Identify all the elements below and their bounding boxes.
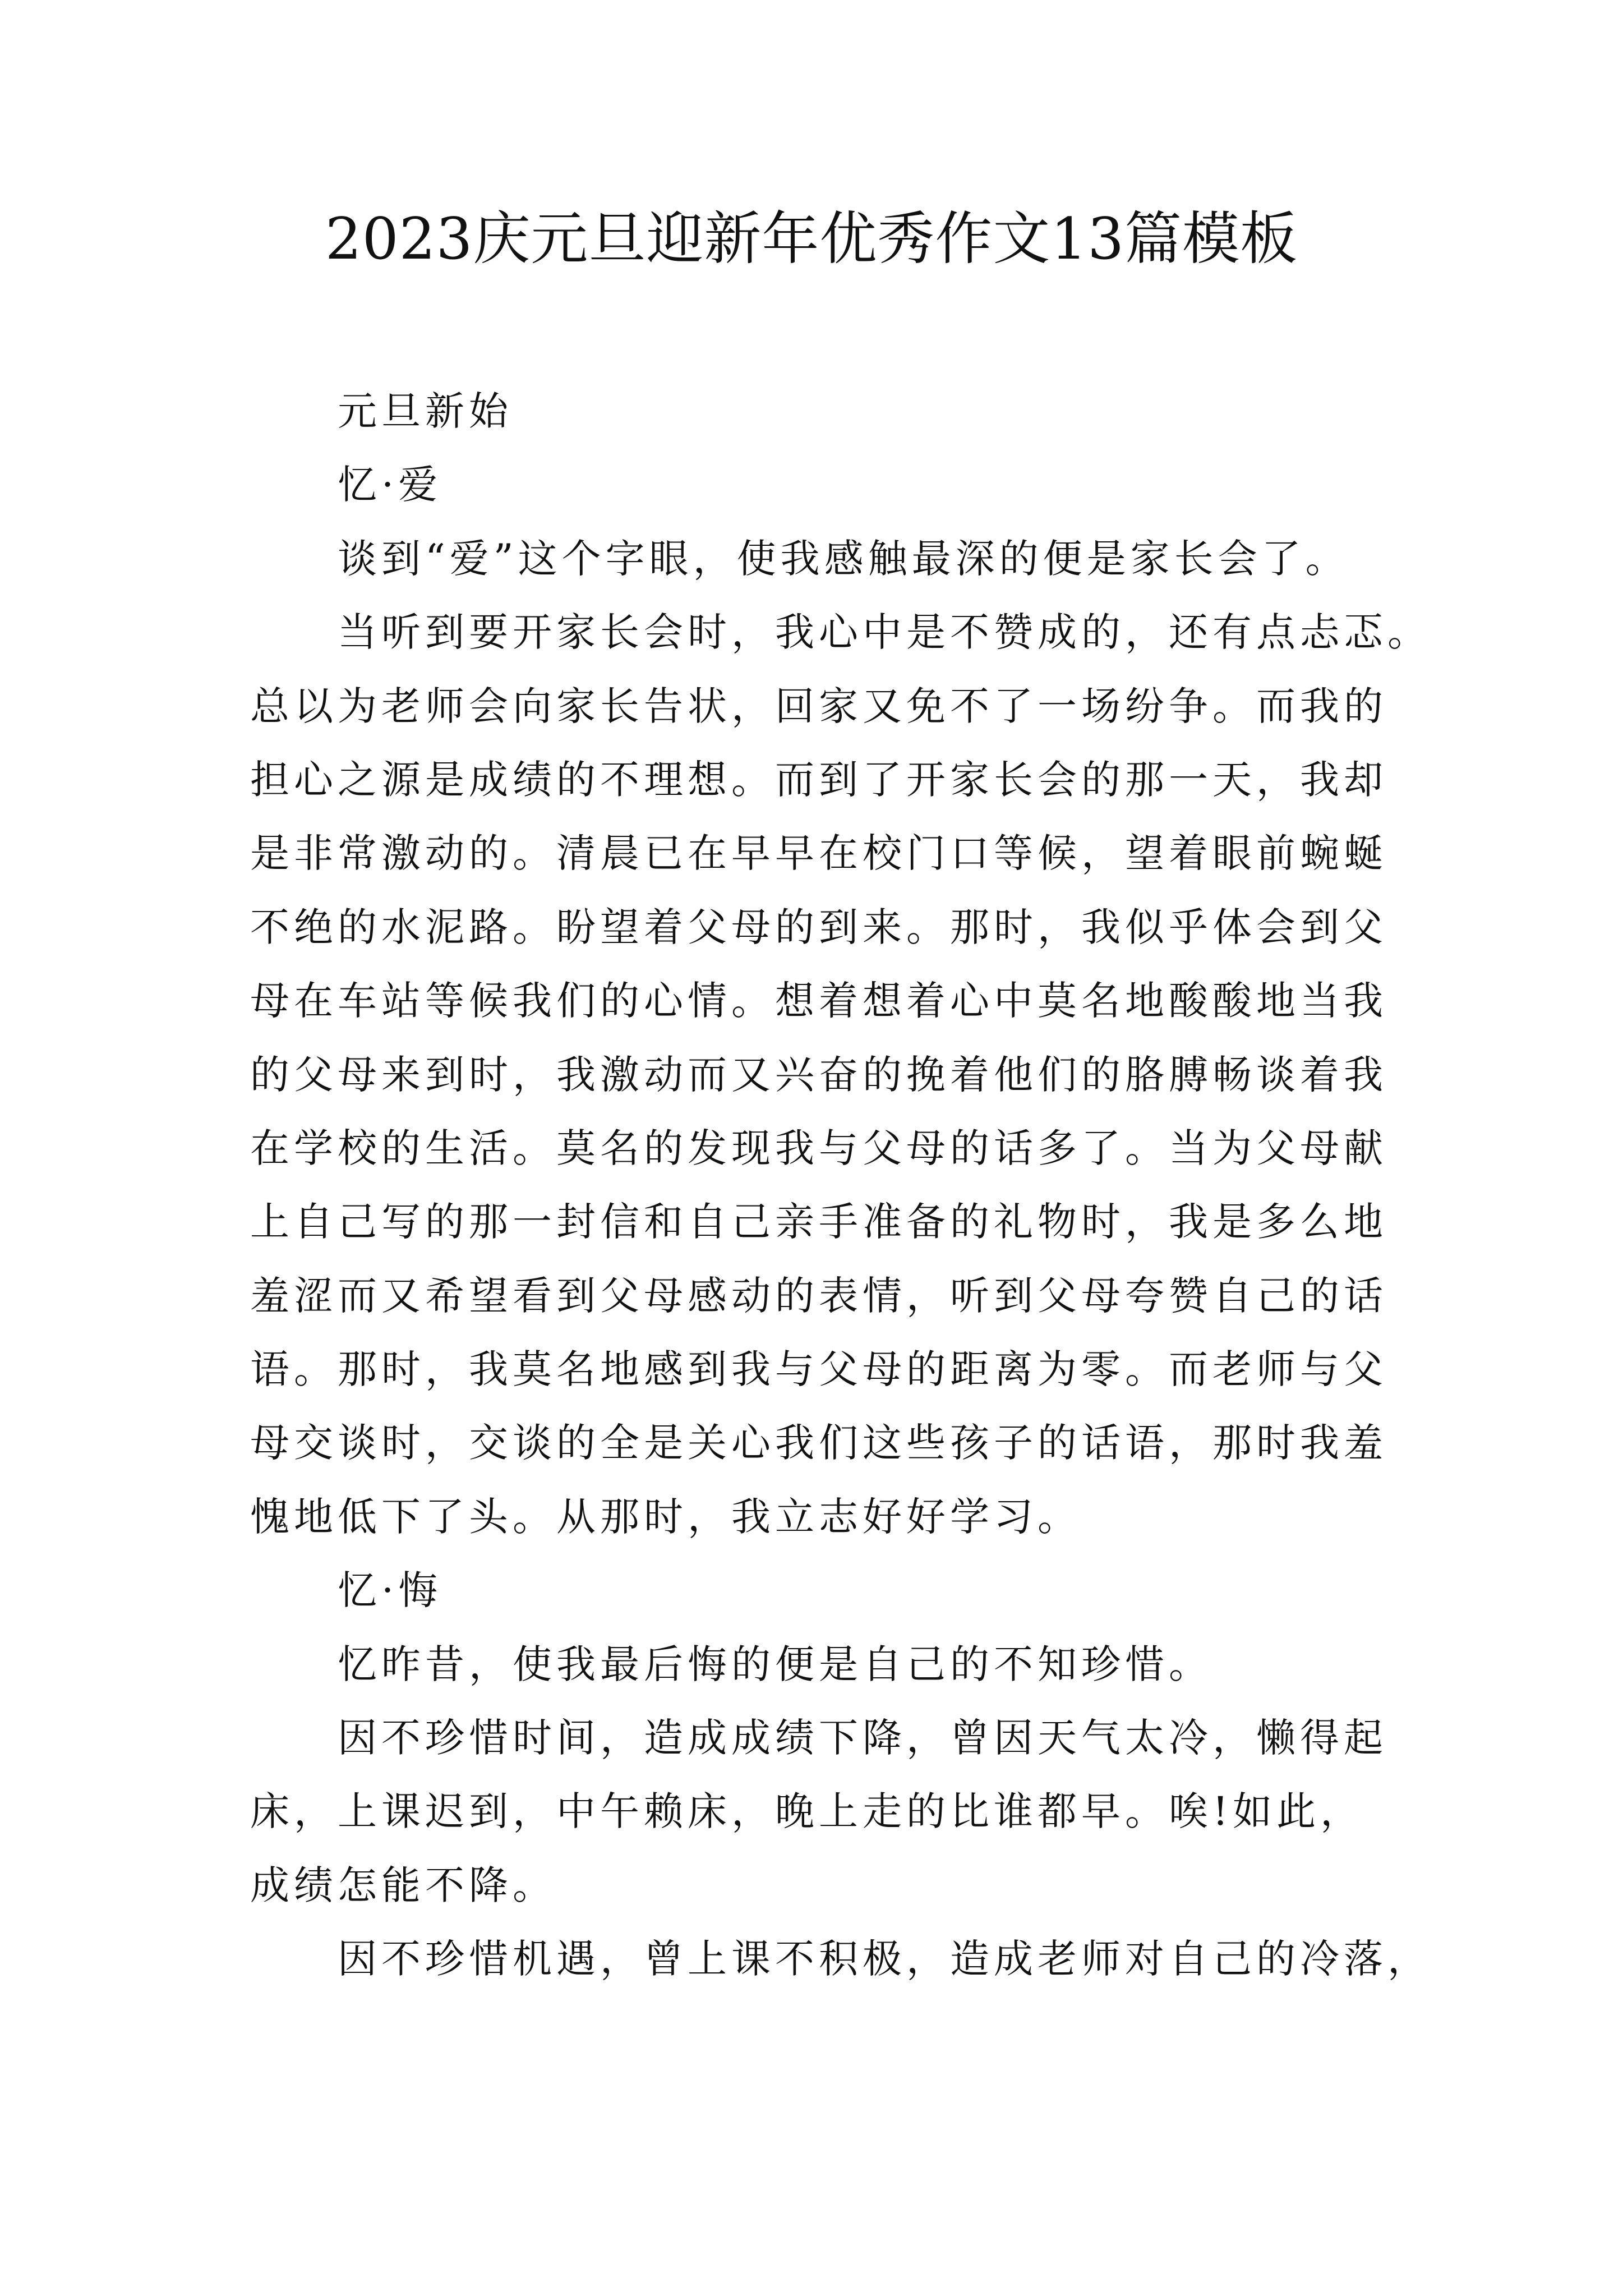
- paragraph-line: 愧地低下了头。从那时，我立志好好学习。: [250, 1493, 1081, 1540]
- paragraph-line: 不绝的水泥路。盼望着父母的到来。那时，我似乎体会到父: [250, 904, 1387, 950]
- document-title: 2023庆元旦迎新年优秀作文13篇模板: [325, 206, 1298, 273]
- document-body: [250, 375, 1431, 1996]
- paragraph-start-line: 因不珍惜机遇，曾上课不积极，造成老师对自己的冷落，: [338, 1936, 1431, 1982]
- paragraph-start-line: 当听到要开家长会时，我心中是不赞成的，还有点忐忑。: [338, 609, 1431, 656]
- paragraph-start-line: 忆·爱: [338, 462, 442, 508]
- paragraph-line: 床，上课迟到，中午赖床，晚上走的比谁都早。唉!如此，: [250, 1788, 1364, 1835]
- paragraph-line: 母在车站等候我们的心情。想着想着心中莫名地酸酸地当我: [250, 978, 1387, 1024]
- paragraph-line: 是非常激动的。清晨已在早早在校门口等候，望着眼前蜿蜒: [250, 830, 1387, 877]
- paragraph-start-line: 忆昨昔，使我最后悔的便是自己的不知珍惜。: [338, 1641, 1212, 1687]
- paragraph-line: 上自己写的那一封信和自己亲手准备的礼物时，我是多么地: [250, 1199, 1387, 1245]
- paragraph-line: 语。那时，我莫名地感到我与父母的距离为零。而老师与父: [250, 1346, 1387, 1393]
- paragraph-line: 在学校的生活。莫名的发现我与父母的话多了。当为父母献: [250, 1125, 1387, 1171]
- paragraph-start-line: 因不珍惜时间，造成成绩下降，曾因天气太冷，懒得起: [338, 1715, 1387, 1761]
- paragraph-start-line: 元旦新始: [338, 388, 513, 434]
- paragraph-start-line: 忆·悔: [338, 1567, 442, 1614]
- paragraph-line: 担心之源是成绩的不理想。而到了开家长会的那一天，我却: [250, 756, 1387, 803]
- paragraph-line: 羞涩而又希望看到父母感动的表情，听到父母夸赞自己的话: [250, 1272, 1387, 1319]
- paragraph-start-line: 谈到“爱”这个字眼，使我感触最深的便是家长会了。: [338, 535, 1349, 582]
- paragraph-line: 的父母来到时，我激动而又兴奋的挽着他们的胳膊畅谈着我: [250, 1051, 1387, 1098]
- paragraph-line: 总以为老师会向家长告状，回家又免不了一场纷争。而我的: [250, 683, 1387, 729]
- paragraph-line: 成绩怎能不降。: [250, 1862, 556, 1908]
- paragraph-line: 母交谈时，交谈的全是关心我们这些孩子的话语，那时我羞: [250, 1420, 1387, 1466]
